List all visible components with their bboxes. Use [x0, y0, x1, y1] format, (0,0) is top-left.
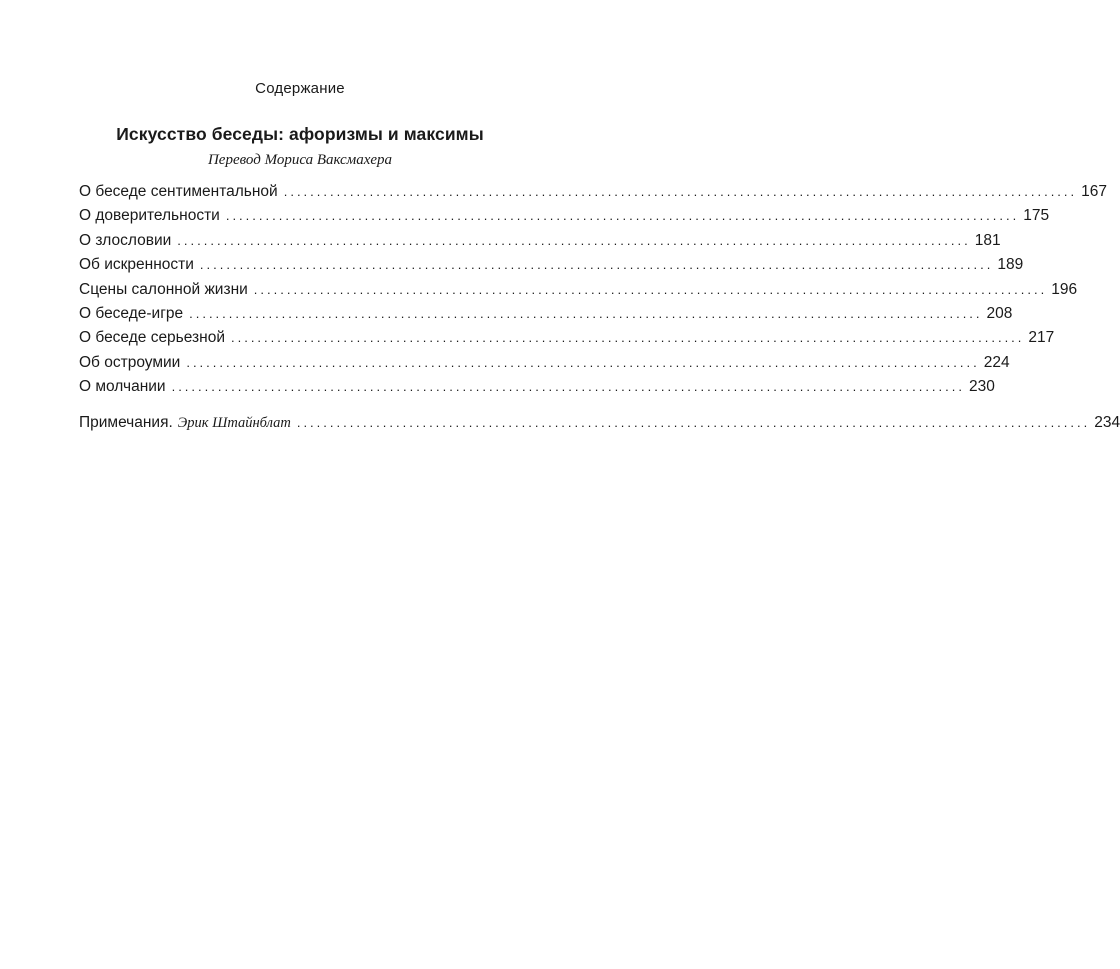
toc-entry-title: О молчании [79, 378, 166, 396]
toc-entry[interactable] [79, 378, 995, 402]
toc-entry-page: 167 [1081, 183, 1108, 200]
dot-leader: ........................................................................................................................ [253, 281, 1048, 297]
toc-entry-title: Об остроумии [79, 353, 181, 371]
dot-leader: ........................................................................................................................ [199, 257, 994, 273]
dot-leader: ........................................................................................................................ [171, 379, 965, 395]
toc-entry[interactable] [79, 280, 1078, 305]
dot-leader: ........................................................................................................................ [230, 330, 1025, 346]
toc-entry[interactable] [79, 183, 1108, 207]
table-of-contents [79, 183, 1108, 403]
toc-entry-title: О беседе-игре [79, 304, 184, 322]
toc-entry-title: О беседе серьезной [79, 329, 225, 347]
toc-entry-page: 217 [1028, 329, 1055, 347]
contents-heading: Содержание [255, 80, 345, 97]
toc-entry-title: О доверительности [79, 207, 220, 225]
toc-entry-page: 181 [974, 231, 1001, 249]
book-title: Искусство беседы: афоризмы и максимы [116, 124, 484, 144]
translator-credit: Перевод Мориса Ваксмахера [207, 152, 393, 168]
toc-entry-title: О беседе сентиментальной [79, 183, 278, 200]
toc-entry-page: 208 [986, 304, 1013, 322]
toc-entry[interactable] [79, 304, 1013, 329]
toc-entry-title: Сцены салонной жизни [79, 280, 248, 298]
toc-entry[interactable] [79, 353, 1010, 378]
dot-leader: ........................................................................................................................ [225, 208, 1020, 224]
dot-leader: ........................................................................................................................ [186, 354, 980, 370]
toc-entry-page: 230 [969, 378, 995, 396]
dot-leader: ........................................................................................................................ [296, 415, 1091, 430]
dot-leader: ........................................................................................................................ [189, 305, 983, 321]
notes-title-group [79, 414, 297, 432]
toc-entry-title: Об искренности [79, 256, 194, 274]
toc-entry-page: 189 [997, 256, 1024, 274]
notes-entry[interactable] [79, 414, 1120, 438]
toc-entry[interactable] [79, 329, 1055, 353]
toc-entry-page: 224 [983, 353, 1010, 371]
toc-entry-page: 196 [1051, 280, 1078, 298]
notes-page: 234 [1094, 414, 1120, 431]
toc-entry-title: О злословии [79, 231, 172, 249]
toc-entry-page: 175 [1023, 207, 1050, 225]
notes-title: Примечания. [79, 414, 173, 431]
toc-entry[interactable] [79, 231, 1001, 256]
toc-entry[interactable] [79, 256, 1024, 280]
toc-entry[interactable] [79, 207, 1050, 231]
dot-leader: ........................................................................................................................ [283, 184, 1078, 199]
notes-author: Эрик Штайнблат [177, 415, 291, 431]
dot-leader: ........................................................................................................................ [177, 232, 971, 248]
